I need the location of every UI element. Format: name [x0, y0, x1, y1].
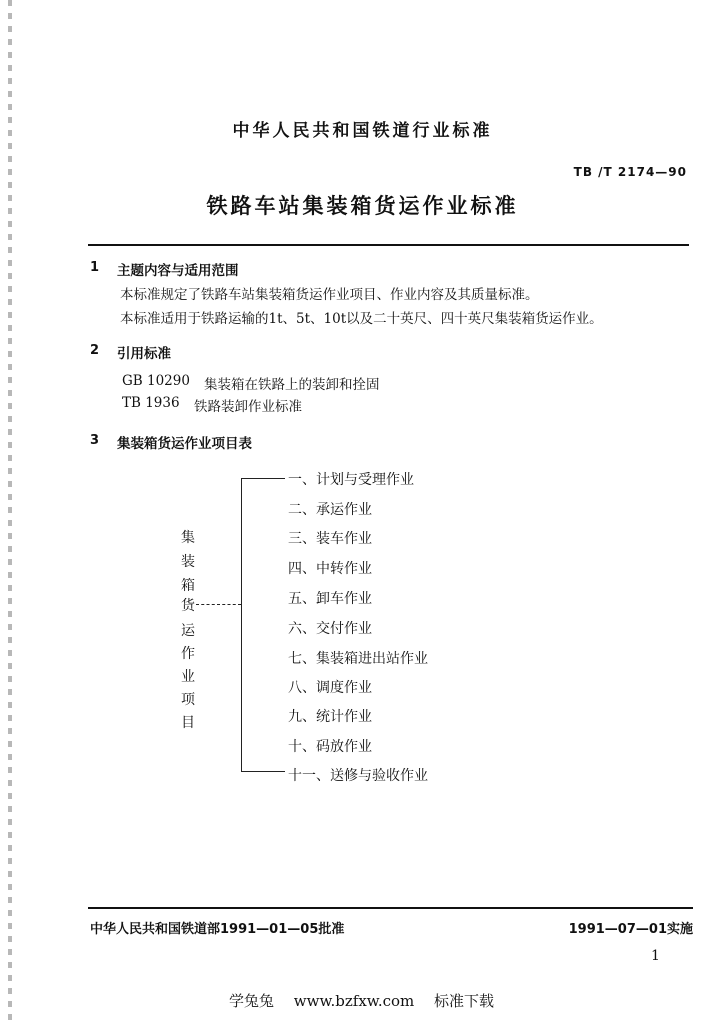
- section-1-number: 1: [90, 260, 100, 275]
- reference-code: TB 1936: [122, 395, 180, 411]
- header-rule: [88, 244, 689, 246]
- bracket-line: [241, 478, 242, 772]
- work-item: 九、统计作业: [288, 709, 372, 725]
- work-item: 十一、送修与验收作业: [288, 768, 428, 784]
- work-item: 一、计划与受理作业: [288, 472, 414, 488]
- work-item: 三、装车作业: [288, 531, 372, 547]
- page-number: 1: [651, 948, 660, 964]
- reference-code: GB 10290: [122, 373, 190, 389]
- work-item: 六、交付作业: [288, 621, 372, 637]
- scan-edge-artifact: [8, 0, 12, 1024]
- effective-date: 1991—07—01实施: [568, 922, 693, 937]
- root-label-char: 业: [181, 669, 195, 685]
- section-1-paragraph: 本标准适用于铁路运输的1t、5t、10t以及二十英尺、四十英尺集装箱货运作业。: [120, 311, 603, 327]
- root-label-char: 集: [181, 530, 195, 546]
- footer-rule: [88, 907, 693, 909]
- section-1-paragraph: 本标准规定了铁路车站集装箱货运作业项目、作业内容及其质量标准。: [120, 287, 539, 303]
- connector-line: [196, 604, 241, 605]
- connector-line: [241, 478, 285, 479]
- section-2-number: 2: [90, 343, 100, 358]
- section-2-heading: 引用标准: [117, 346, 171, 362]
- root-label-char: 目: [181, 715, 195, 731]
- section-3-heading: 集装箱货运作业项目表: [117, 436, 252, 452]
- reference-title: 铁路装卸作业标准: [194, 399, 302, 415]
- section-3-number: 3: [90, 433, 100, 448]
- reference-title: 集装箱在铁路上的装卸和拴固: [204, 377, 380, 393]
- root-label-char: 货: [181, 598, 195, 614]
- work-item: 七、集装箱进出站作业: [288, 651, 428, 667]
- issuing-standard-title: 中华人民共和国铁道行业标准: [232, 121, 493, 141]
- root-label-char: 运: [181, 623, 195, 639]
- work-item: 十、码放作业: [288, 739, 372, 755]
- connector-line: [241, 771, 285, 772]
- work-item: 五、卸车作业: [288, 591, 372, 607]
- standard-code: TB /T 2174—90: [573, 165, 687, 179]
- work-item: 四、中转作业: [288, 561, 372, 577]
- work-item: 二、承运作业: [288, 502, 372, 518]
- approval-note: 中华人民共和国铁道部1991—01—05批准: [90, 922, 345, 937]
- document-title: 铁路车站集装箱货运作业标准: [206, 194, 519, 218]
- root-label-char: 装: [181, 554, 195, 570]
- root-label-char: 项: [181, 692, 195, 708]
- root-label-char: 作: [181, 646, 195, 662]
- watermark: 学兔兔 www.bzfxw.com 标准下载: [229, 992, 495, 1010]
- work-item: 八、调度作业: [288, 680, 372, 696]
- root-label-char: 箱: [181, 578, 195, 594]
- section-1-heading: 主题内容与适用范围: [117, 263, 239, 279]
